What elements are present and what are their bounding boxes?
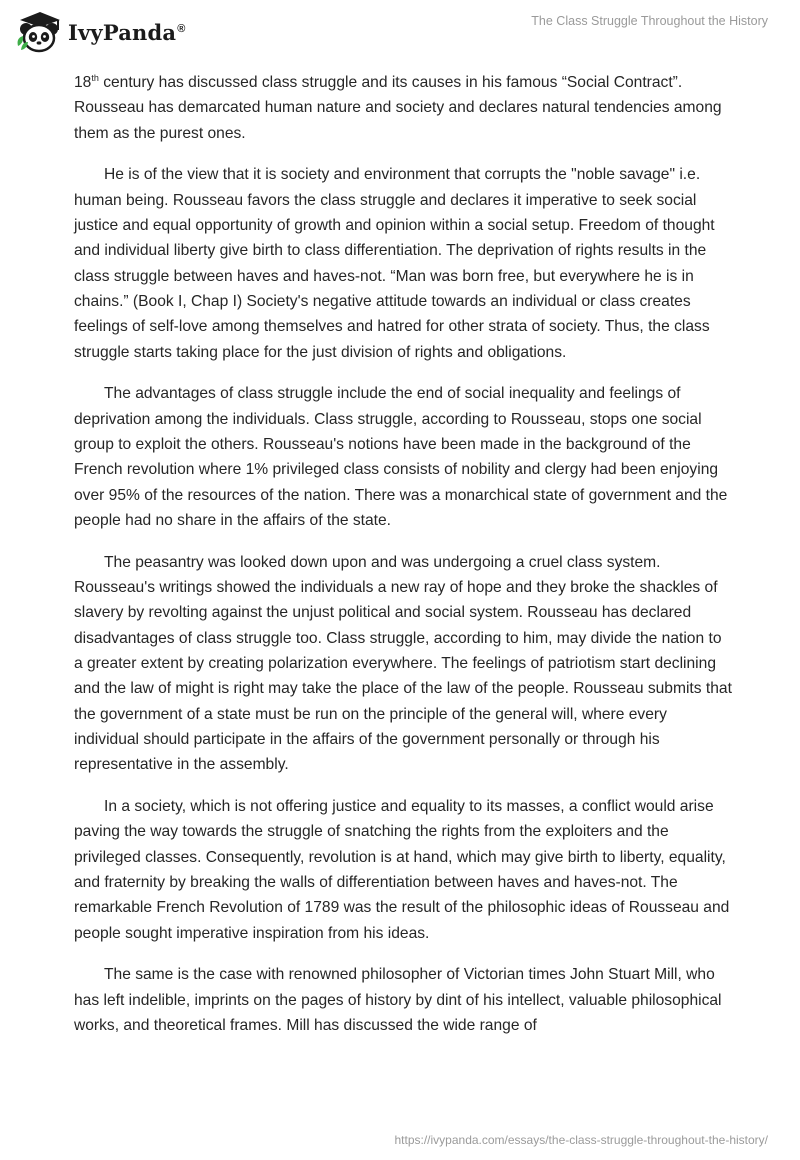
panda-graduation-cap-icon (14, 10, 62, 54)
paragraph-6: The same is the case with renowned philosopher of Victorian times John Stuart Mill, who has left indelible, imprints on the pages of history by dint of his intellect, valuable philosophical works, and theoretical frames. Mill has discussed the wide range of (74, 966, 722, 1035)
page-header (0, 0, 800, 62)
source-url[interactable]: https://ivypanda.com/essays/the-class-struggle-throughout-the-history/ (394, 1133, 768, 1147)
paragraph-3: The advantages of class struggle include the end of social inequality and feelings of deprivation among the individuals. Class struggle, according to Rousseau, stops one social group to exploit the others. Rousseau's notions have been made in the background of the French revolution where 1% privileged class consists of nobility and clergy had been enjoying over 95% of the resources of the nation. There was a monarchical state of government and the people had no share in the affairs of the state. (74, 385, 728, 529)
paragraph-1-text: century has discussed class struggle and its causes in his famous “Social Contract”. Rousseau has demarcated human nature and society and declares natural tendencies among them as the purest ones. (74, 74, 722, 142)
brand-name: IvyPanda® (68, 19, 186, 45)
century-number: 18 (74, 74, 92, 91)
paragraph-1 (74, 70, 734, 146)
brand-logo[interactable] (14, 10, 186, 54)
ordinal-suffix: th (91, 73, 99, 83)
essay-body (74, 70, 734, 1055)
document-title: The Class Struggle Throughout the History (531, 14, 768, 28)
paragraph-4: The peasantry was looked down upon and was undergoing a cruel class system. Rousseau's writings showed the individuals a new ray of hope and they broke the shackles of slavery by revolting against the unjust political and social system. Rousseau has declared disadvantages of class struggle too. Class struggle, according to him, may divide the nation to a greater extent by creating polarization everywhere. The feelings of patriotism start declining and the law of might is right may take the place of the law of the people. Rousseau submits that the government of a state must be run on the principle of the general will, where every individual should participate in the affairs of the government personally or through his representative in the assembly. (74, 553, 732, 774)
paragraph-2: He is of the view that it is society and environment that corrupts the "noble savage" i.e. human being. Rousseau favors the class struggle and declares it imperative to seek social justice and equal opportunity of growth and opinion within a social setup. Freedom of thought and individual liberty give birth to class differentiation. The deprivation of rights results in the class struggle between haves and haves-not. “Man was born free, but everywhere he is in chains.” (Book I, Chap I) Society's negative attitude towards an individual or class creates feelings of self-love among themselves and hatred for other strata of society. Thus, the class struggle starts taking place for the just division of rights and obligations. (74, 166, 715, 361)
paragraph-5: In a society, which is not offering justice and equality to its masses, a conflict would arise paving the way towards the struggle of snatching the rights from the exploiters and the privileged classes. Consequently, revolution is at hand, which may give birth to liberty, equality, and fraternity by breaking the walls of differentiation between haves and haves-not. The remarkable French Revolution of 1789 was the result of the philosophic ideas of Rousseau and people sought imperative inspiration from his ideas. (74, 798, 730, 942)
registered-mark: ® (177, 22, 186, 35)
